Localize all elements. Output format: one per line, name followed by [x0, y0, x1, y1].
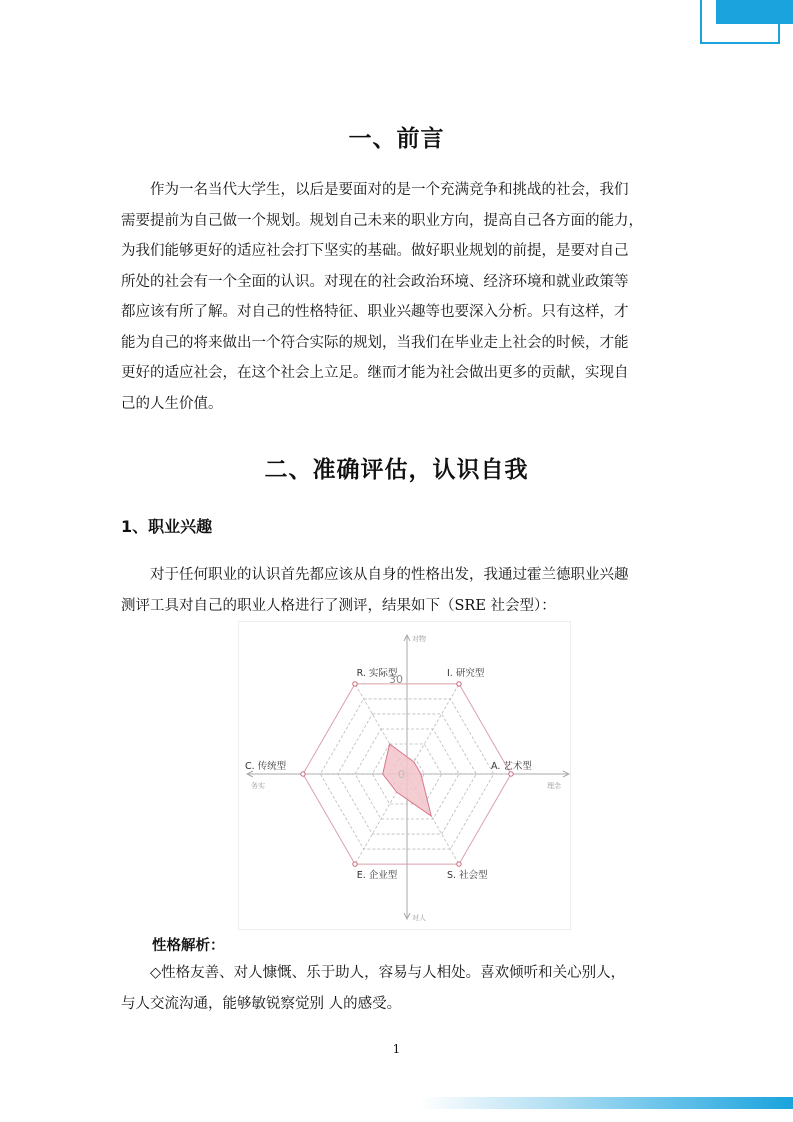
- analysis-line: ◇性格友善、对人慷慨、乐于助人，容易与人相处。喜欢倾听和关心别人，: [150, 965, 626, 981]
- vertex-marker: [457, 682, 461, 686]
- corner-accent-frame: [700, 0, 780, 44]
- axis-label-right: 理念: [547, 782, 561, 790]
- heading-preface: 一、前言: [348, 126, 445, 152]
- category-label-s: S. 社会型: [447, 870, 488, 882]
- vertex-marker: [509, 772, 513, 776]
- analysis-paragraph: [121, 958, 675, 1019]
- category-label-e: E. 企业型: [356, 870, 398, 882]
- vertex-marker: [353, 682, 357, 686]
- subheading-career-interest: 1、职业兴趣: [121, 517, 213, 536]
- vertex-marker: [353, 862, 357, 866]
- axis-label-bottom: 对人: [412, 914, 426, 922]
- category-label-a: A. 艺术型: [491, 761, 532, 772]
- page-number: 1: [392, 1042, 401, 1056]
- preface-line: 所处的社会有一个全面的认识。对现在的社会政治环境、经济环境和就业政策等: [121, 273, 629, 290]
- preface-line: 更好的适应社会，在这个社会上立足。继而才能为社会做出更多的贡献，实现自: [121, 365, 629, 381]
- category-label-c: C. 传统型: [245, 761, 287, 772]
- intro-line: 对于任何职业的认识首先都应该从自身的性格出发，我通过霍兰德职业兴趣: [150, 567, 629, 583]
- radar-svg: [239, 622, 570, 929]
- analysis-line: 与人交流沟通，能够敏锐察觉别 人的感受。: [121, 995, 402, 1012]
- preface-line: 都应该有所了解。对自己的性格特征、职业兴趣等也要深入分析。只有这样，才: [121, 304, 629, 320]
- category-label-r: R. 实际型: [356, 667, 398, 679]
- preface-line: 为我们能够更好的适应社会打下坚实的基础。做好职业规划的前提，是要对自己: [121, 243, 629, 259]
- range-label-max: 30: [389, 673, 403, 686]
- range-label-min: 0: [398, 768, 405, 781]
- analysis-title: 性格解析：: [152, 938, 225, 954]
- heading-self-assessment: 二、准确评估，认识自我: [264, 457, 529, 483]
- axis-label-top: 对物: [412, 635, 426, 643]
- intro-line: 测评工具对自己的职业人格进行了测评，结果如下（SRE 社会型）：: [121, 597, 556, 614]
- holland-radar-chart: [238, 621, 571, 930]
- preface-line: 能为自己的将来做出一个符合实际的规划，当我们在毕业走上社会的时候，才能: [121, 334, 629, 351]
- vertex-marker: [457, 862, 461, 866]
- axis-label-left: 务实: [251, 782, 265, 790]
- grid-spoke: [407, 684, 459, 774]
- vertex-marker: [301, 772, 305, 776]
- intro-paragraph: [121, 560, 675, 621]
- footer-accent-bar: [420, 1097, 793, 1109]
- preface-line: 作为一名当代大学生，以后是要面对的是一个充满竞争和挑战的社会，我们: [150, 182, 629, 198]
- preface-line: 需要提前为自己做一个规划。规划自己未来的职业方向，提高自己各方面的能力，: [121, 212, 643, 229]
- category-label-i: I. 研究型: [447, 667, 485, 679]
- preface-paragraph: [121, 175, 675, 419]
- preface-line: 己的人生价值。: [121, 395, 223, 412]
